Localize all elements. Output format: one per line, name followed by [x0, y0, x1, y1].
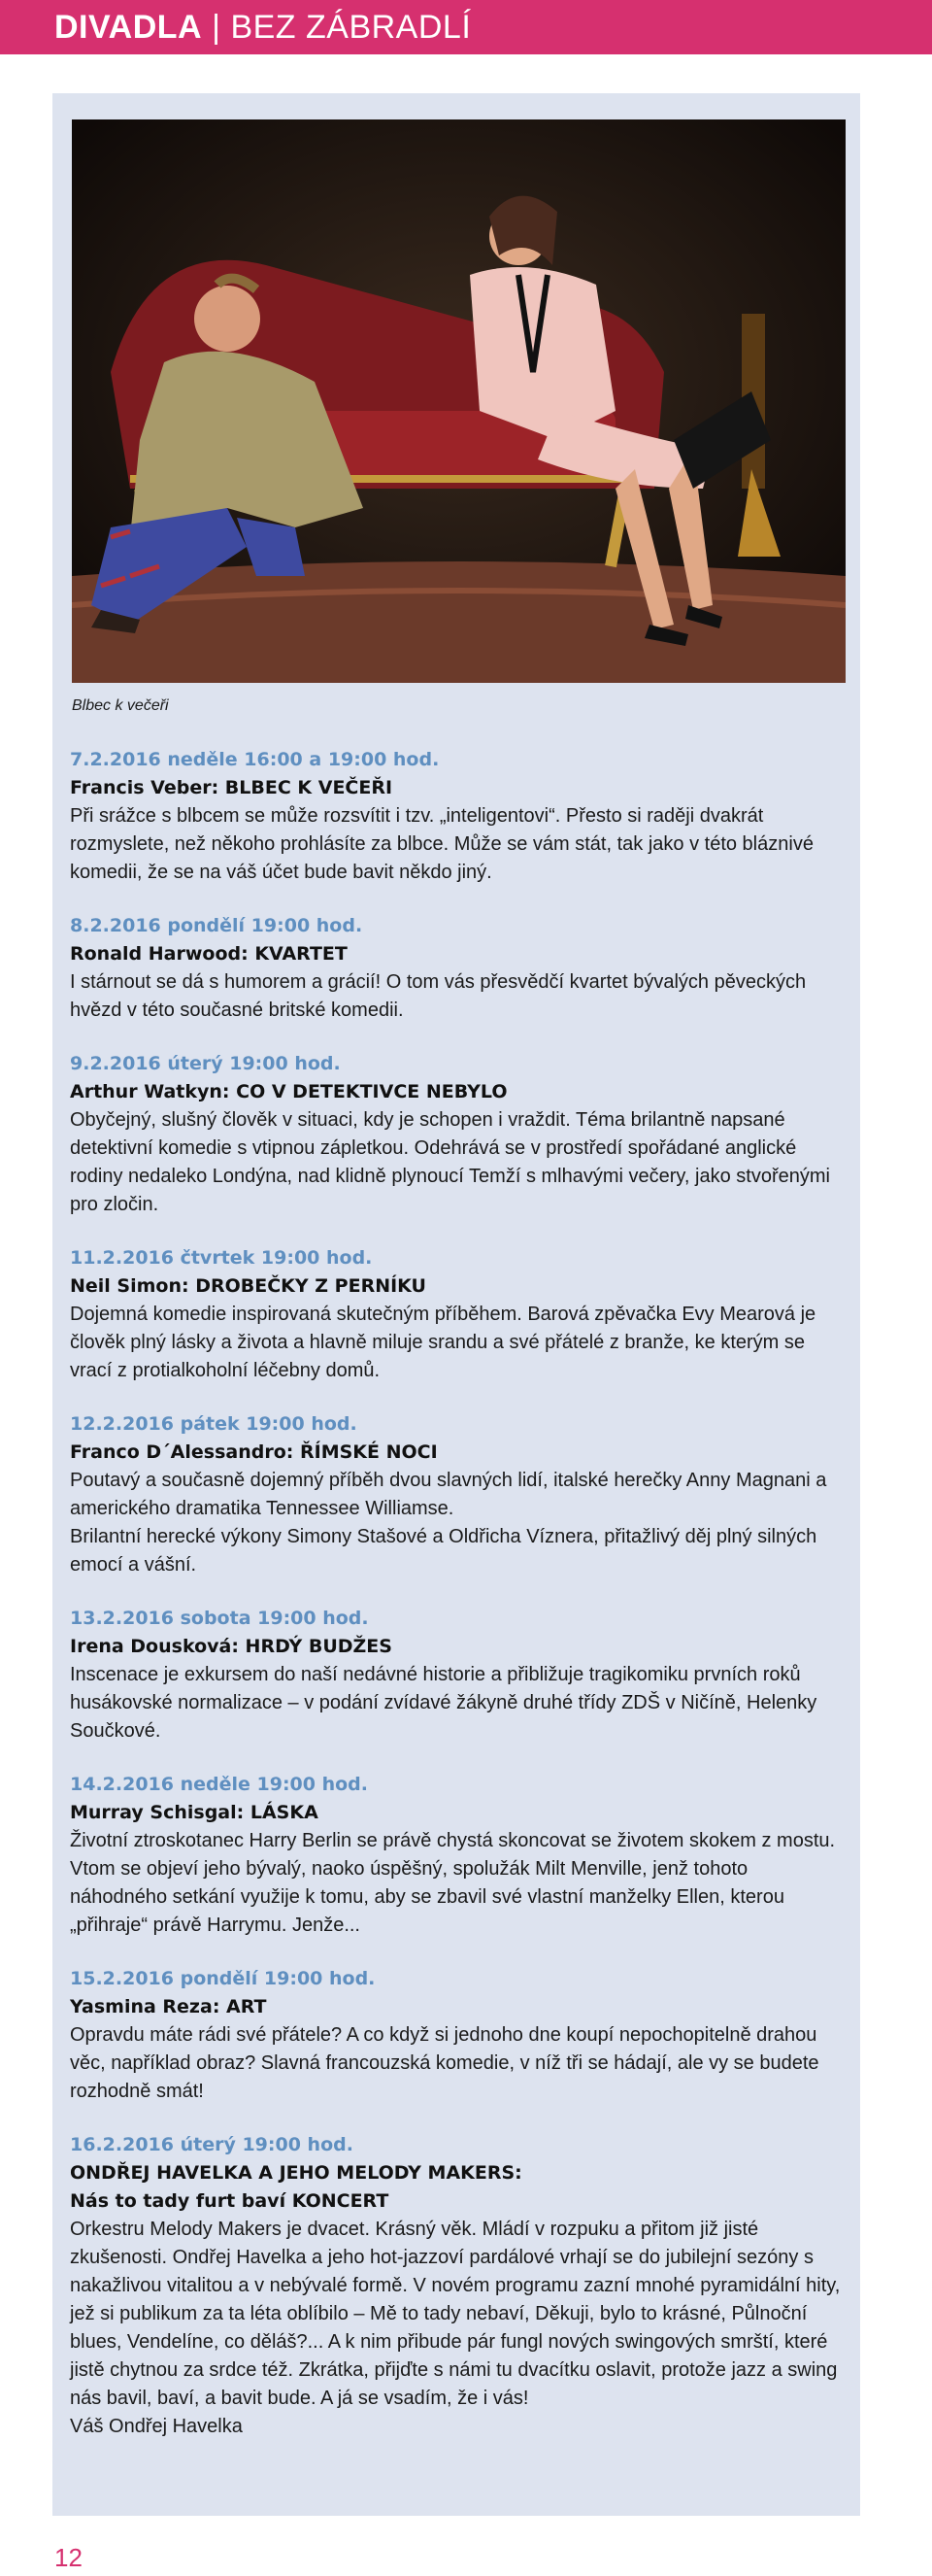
- description-paragraph: Opravdu máte rádi své přátele? A co když si jednoho dne koupí nepochopitelně drahou věc, například obraz? Slavná francouzská komedie, v níž tři se hádají, ale vy se budete rozhodně smát!: [70, 2024, 819, 2102]
- description-paragraph: Obyčejný, slušný člověk v situaci, kdy je schopen i vraždit. Téma brilantně napsané detektivní komedie s vtipnou zápletkou. Odehrává se v prostředí spořádané anglické rodiny nedaleko Londýna, nad klidně plynoucí Temží s mlhavými večery, jako stvořenými pro zločin.: [70, 1109, 830, 1215]
- event-title: Arthur Watkyn: CO V DETEKTIVCE NEBYLO: [70, 1081, 508, 1102]
- description-paragraph: Brilantní herecké výkony Simony Stašové a Oldřicha Víznera, přitažlivý děj plný silných emocí a vášní.: [70, 1526, 817, 1576]
- event-description: [70, 1106, 847, 1219]
- page-header: [0, 0, 932, 54]
- event-date: 9.2.2016 úterý 19:00 hod.: [70, 1053, 341, 1074]
- event-description: [70, 2021, 847, 2106]
- event-date: 8.2.2016 pondělí 19:00 hod.: [70, 915, 363, 936]
- event-subtitle: Nás to tady furt baví KONCERT: [70, 2190, 389, 2212]
- event-title: ONDŘEJ HAVELKA A JEHO MELODY MAKERS:: [70, 2162, 522, 2184]
- event-date: 15.2.2016 pondělí 19:00 hod.: [70, 1968, 376, 1989]
- event-item: [70, 1410, 847, 1579]
- event-description: [70, 802, 847, 887]
- event-description: [70, 1827, 847, 1940]
- event-title: Yasmina Reza: ART: [70, 1996, 267, 2017]
- event-description: [70, 2216, 847, 2441]
- event-date: 13.2.2016 sobota 19:00 hod.: [70, 1608, 369, 1629]
- event-item: [70, 912, 847, 1025]
- event-title: Ronald Harwood: KVARTET: [70, 943, 348, 965]
- event-date: 7.2.2016 neděle 16:00 a 19:00 hod.: [70, 749, 440, 770]
- event-date: 16.2.2016 úterý 19:00 hod.: [70, 2134, 353, 2155]
- event-date: 12.2.2016 pátek 19:00 hod.: [70, 1413, 357, 1435]
- description-paragraph: Při srážce s blbcem se může rozsvítit i tzv. „inteligentovi“. Přesto si raději dvakrát rozmyslete, než někoho prohlásíte za blbce. Může se vám stát, tak jako v této bláznivé komedii, že se na váš účet bude bavit někdo jiný.: [70, 805, 814, 883]
- description-paragraph: I stárnout se dá s humorem a grácií! O tom vás přesvědčí kvartet bývalých pěveckých hvězd v této současné britské komedii.: [70, 971, 807, 1021]
- theatre-photo: [72, 119, 846, 683]
- event-title: Franco D´Alessandro: ŘÍMSKÉ NOCI: [70, 1441, 438, 1463]
- event-item: [70, 1244, 847, 1385]
- section-title: [54, 6, 471, 49]
- event-title: Murray Schisgal: LÁSKA: [70, 1802, 318, 1823]
- program-list: [70, 746, 847, 2466]
- event-item: [70, 1605, 847, 1746]
- event-item: [70, 1050, 847, 1219]
- description-paragraph: Orkestru Melody Makers je dvacet. Krásný věk. Mládí v rozpuku a přitom již jisté zkušenosti. Ondřej Havelka a jeho hot-jazzoví pardálové vrhají se do jubilejní sezóny s nakažlivou vitalitou a v nebývalé formě. V novém programu zazní mnohé pyramidální hity, jež si publikum za ta léta oblíbilo – Mě to tady nebaví, Děkuji, bylo to krásné, Půlnoční blues, Vendelíne, co děláš?... A k nim přibude pár fungl nových swingových smrští, které jistě chytnou za srdce též. Zkrátka, přijďte s námi tu dvacítku oslavit, protože jazz a swing nás bavil, baví, a bavit bude. A já se vsadím, že i vás!: [70, 2219, 841, 2409]
- event-date: 11.2.2016 čtvrtek 19:00 hod.: [70, 1247, 373, 1269]
- event-description: [70, 1661, 847, 1746]
- photo-caption: Blbec k večeři: [72, 697, 169, 714]
- title-separator: |: [212, 9, 221, 46]
- subsection-name: BEZ ZÁBRADLÍ: [230, 9, 472, 46]
- section-name: DIVADLA: [54, 9, 203, 46]
- event-item: [70, 2131, 847, 2441]
- event-title: Francis Veber: BLBEC K VEČEŘI: [70, 777, 393, 798]
- description-paragraph: Poutavý a současně dojemný příběh dvou slavných lidí, italské herečky Anny Magnani a amerického dramatika Tennessee Williamse.: [70, 1470, 827, 1519]
- event-description: [70, 1467, 847, 1579]
- event-description: [70, 1301, 847, 1385]
- event-title: Irena Dousková: HRDÝ BUDŽES: [70, 1636, 392, 1657]
- event-item: [70, 1965, 847, 2106]
- description-paragraph: Dojemná komedie inspirovaná skutečným příběhem. Barová zpěvačka Evy Mearová je člověk plný lásky a života a hlavně miluje srandu a své přátelé z branže, ke kterým se vrací z protialkoholní léčebny domů.: [70, 1304, 816, 1381]
- event-item: [70, 746, 847, 887]
- event-title: Neil Simon: DROBEČKY Z PERNÍKU: [70, 1275, 426, 1297]
- event-item: [70, 1771, 847, 1940]
- page-number: 12: [54, 2543, 83, 2572]
- event-date: 14.2.2016 neděle 19:00 hod.: [70, 1774, 368, 1795]
- description-signature: Váš Ondřej Havelka: [70, 2416, 243, 2437]
- description-paragraph: Životní ztroskotanec Harry Berlin se právě chystá skoncovat se životem skokem z mostu. Vtom se objeví jeho bývalý, naoko úspěšný, spolužák Milt Menville, jenž tohoto náhodného setkání využije k tomu, aby se zbavil své vlastní manželky Ellen, kterou „přihraje“ právě Harrymu. Jenže...: [70, 1830, 836, 1936]
- description-paragraph: Inscenace je exkursem do naší nedávné historie a přibližuje tragikomiku prvních roků husákovské normalizace – v podání zvídavé žákyně druhé třídy ZDŠ v Ničíně, Helenky Součkové.: [70, 1664, 817, 1742]
- event-description: [70, 968, 847, 1025]
